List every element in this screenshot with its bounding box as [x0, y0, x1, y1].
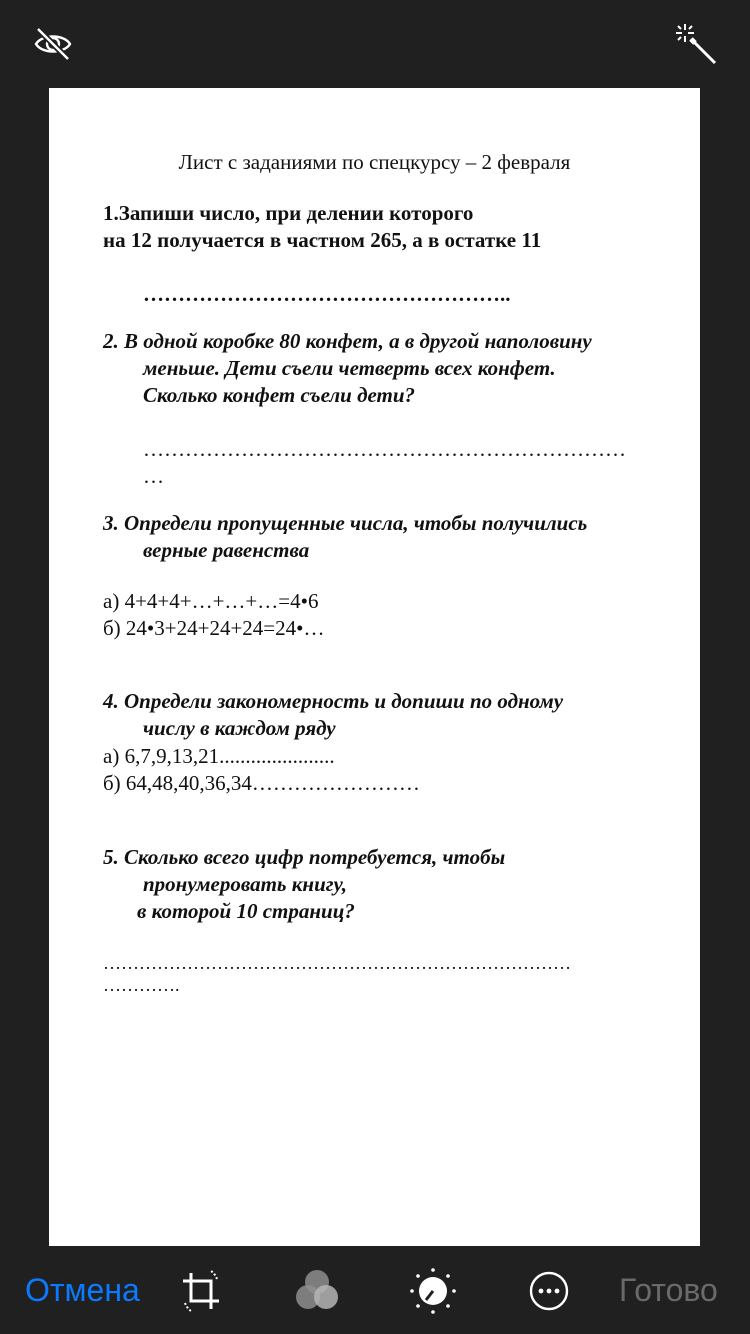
adjust-button[interactable]	[408, 1266, 458, 1316]
task-4-item-a: а) 6,7,9,13,21......................	[103, 744, 335, 768]
filters-icon	[292, 1266, 342, 1316]
task-2-line-3: Сколько конфет съели дети?	[143, 383, 416, 407]
auto-enhance-button[interactable]	[672, 20, 720, 68]
task-4-line-1: 4. Определи закономерность и допиши по одному	[103, 689, 564, 713]
task-2-line-2: меньше. Дети съели четверть всех конфет.	[143, 356, 556, 380]
task-3-item-b: б) 24•3+24+24+24=24•…	[103, 616, 325, 640]
document-photo	[49, 88, 700, 1246]
task-4-item-b: б) 64,48,40,36,34……………………	[103, 771, 420, 795]
edit-toolbar	[0, 1246, 750, 1334]
task-5-answer-line-1: ……………………………………………………………………	[103, 953, 571, 973]
document-title: Лист с заданиями по спецкурсу – 2 февраля	[178, 150, 571, 174]
task-5-answer-line-2: ………….	[103, 975, 180, 995]
more-options-icon	[527, 1269, 571, 1313]
hide-markup-button[interactable]	[29, 20, 77, 68]
task-2-answer-line-2: …	[143, 464, 164, 488]
crop-rotate-icon	[177, 1267, 225, 1315]
task-3-line-2: верные равенства	[143, 538, 310, 562]
eye-slash-icon	[32, 23, 74, 65]
task-4-line-2: числу в каждом ряду	[143, 716, 336, 740]
task-5-line-1: 5. Сколько всего цифр потребуется, чтобы	[103, 845, 506, 869]
crop-button[interactable]	[176, 1266, 226, 1316]
cancel-button[interactable]: Отмена	[25, 1272, 140, 1308]
task-1-line-2: на 12 получается в частном 265, а в остатке 11	[103, 228, 542, 252]
more-options-button[interactable]	[524, 1266, 574, 1316]
done-button[interactable]: Готово	[619, 1272, 718, 1308]
task-1-line-1: 1.Запиши число, при делении которого	[103, 201, 474, 225]
task-5-line-3: в которой 10 страниц?	[137, 899, 355, 923]
task-2-line-1: 2. В одной коробке 80 конфет, а в другой наполовину	[103, 329, 592, 353]
filters-button[interactable]	[292, 1266, 342, 1316]
task-1-answer-line: ……………………………………………..	[143, 282, 511, 306]
adjust-dial-icon	[408, 1266, 458, 1316]
magic-wand-icon	[673, 21, 719, 67]
task-5-line-2: пронумеровать книгу,	[143, 872, 348, 896]
task-2-answer-line-1: ……………………………………………………………	[143, 437, 626, 461]
task-3-line-1: 3. Определи пропущенные числа, чтобы получились	[103, 511, 588, 535]
task-3-item-a: а) 4+4+4+…+…+…=4•6	[103, 589, 319, 613]
